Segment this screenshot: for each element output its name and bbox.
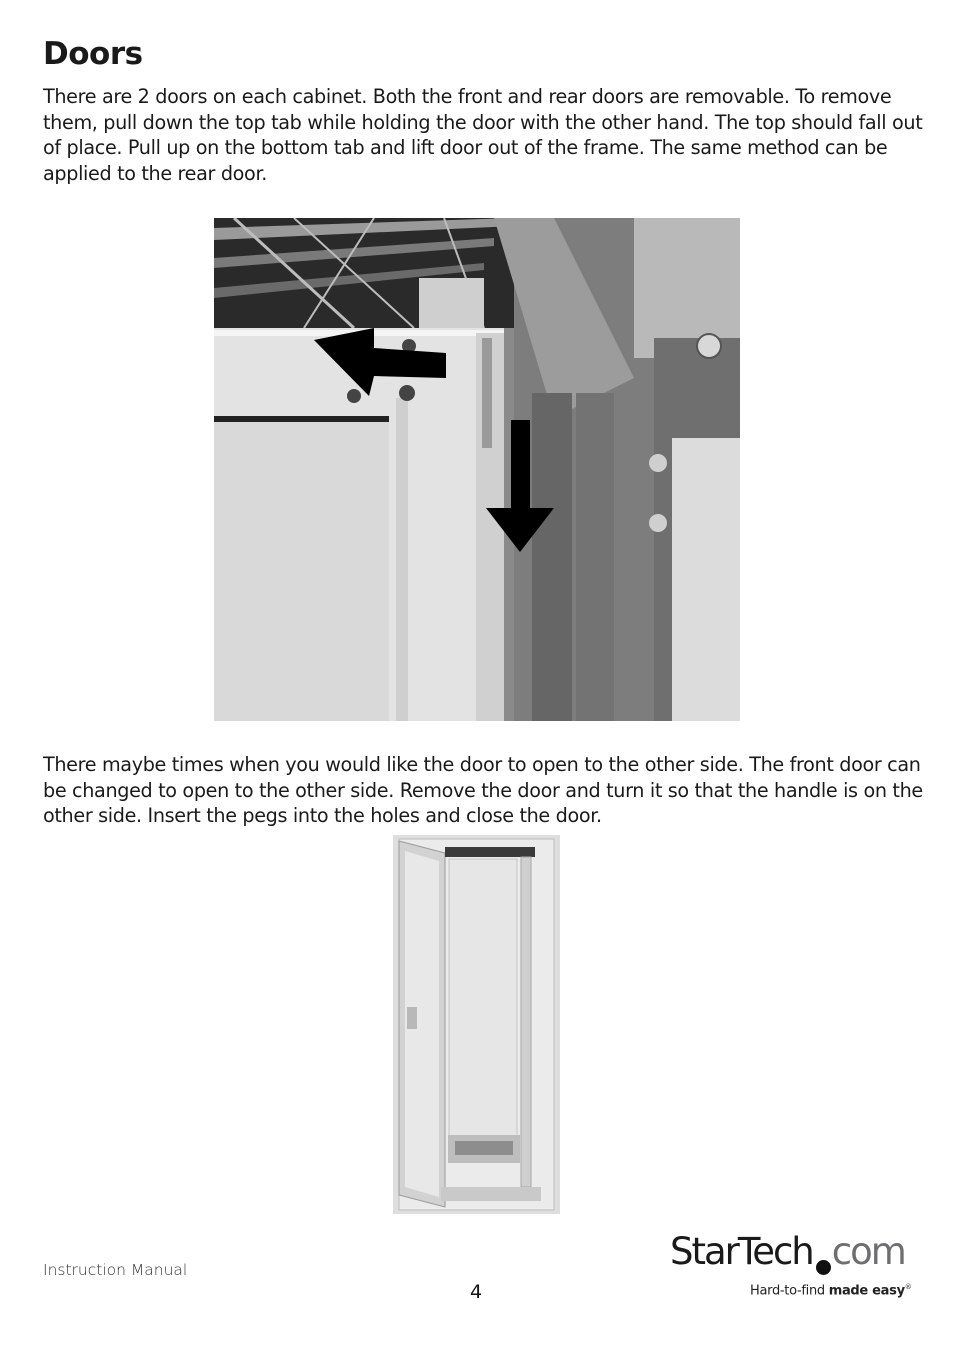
logo-wordmark: StarTech com (670, 1230, 905, 1273)
logo-tagline: Hard-to-find made easy® (750, 1283, 912, 1299)
cabinet-photo (393, 835, 560, 1214)
paragraph-door-removal: There are 2 doors on each cabinet. Both the front and rear doors are removable. To remove them, pull down the top tab while holding the door with the other hand. The top should fall out of place. Pull up on the bottom tab and lift door out of the frame. The same method can be applied to the rear door. (43, 85, 923, 185)
door-tab-photo (214, 218, 740, 721)
logo-dot-icon (816, 1260, 831, 1275)
paragraph-door-reversal: There maybe times when you would like the door to open to the other side. The front door can be changed to open to the other side. Remove the door and turn it so that the handle is on the other side. Insert the pegs into the holes and close the door. (43, 753, 923, 828)
startech-logo (668, 1230, 914, 1310)
page-number: 4 (470, 1281, 483, 1303)
page-title: Doors (43, 36, 143, 72)
footer-label: Instruction Manual (43, 1261, 188, 1279)
